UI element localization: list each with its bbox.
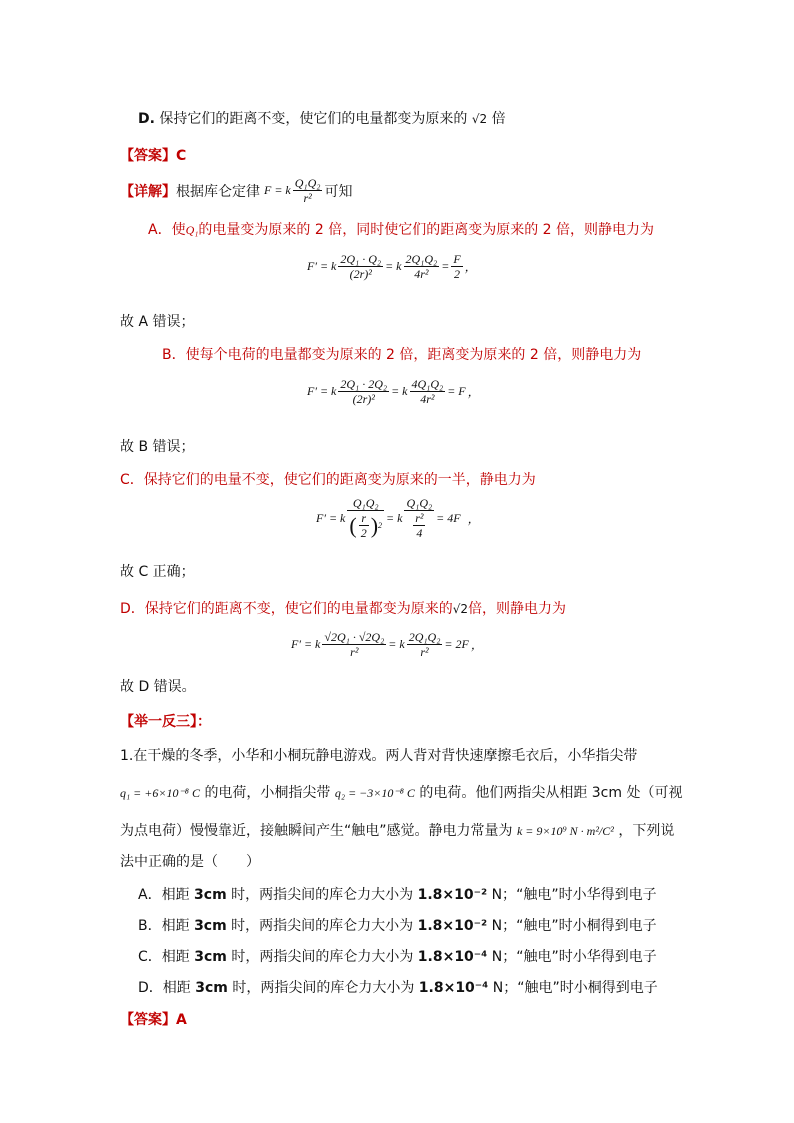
eq-a-den3: 2 xyxy=(453,267,460,281)
choice-force: 1.8×10⁻² xyxy=(417,918,488,934)
eq-c-den1-top: r xyxy=(361,511,367,525)
answer-value: C xyxy=(176,148,187,164)
case-b-verdict: 故 B 错误； xyxy=(120,439,195,455)
eq-b-num1: 2Q₁ · 2Q₂ xyxy=(340,377,388,391)
eq-c-frac2 xyxy=(404,496,434,540)
case-d-label-post: 倍，则静电力为 xyxy=(468,601,567,617)
case-d-label-pre: D．保持它们的距离不变，使它们的电量都变为原来的 xyxy=(120,601,453,617)
question-line-3 xyxy=(120,820,674,840)
coulomb-fraction xyxy=(293,176,323,205)
choice-letter: C． xyxy=(138,949,162,965)
eq-b-frac1 xyxy=(338,377,389,406)
coulomb-den: r² xyxy=(303,191,312,205)
answer-line-2 xyxy=(120,1009,187,1029)
choice-tail: “触电”时小华得到电子 xyxy=(516,949,657,965)
square-exponent: 2 xyxy=(378,520,383,530)
sqrt-two: √2 xyxy=(452,602,469,616)
case-d-equation xyxy=(290,630,484,659)
detail-line xyxy=(120,176,352,205)
question-line-3-tail: ，下列说 xyxy=(618,823,675,839)
case-c-line: C．保持它们的电量不变，使它们的距离变为原来的一半，静电力为 xyxy=(120,472,536,488)
choice-force: 1.8×10⁻⁴ xyxy=(418,980,489,996)
choice-pre: 相距 xyxy=(161,918,195,934)
eq-c-lhs: F′ = k xyxy=(316,510,346,525)
sqrt-two: √2 xyxy=(471,112,488,126)
eq-b-num2: 4Q₁Q₂ xyxy=(411,377,444,391)
eq-a-den1: (2r)² xyxy=(349,267,372,281)
choice-mid: 时，两指尖间的库仑力大小为 xyxy=(226,887,418,903)
answer-label: 【答案】 xyxy=(120,148,176,164)
choice-tail: “触电”时小桐得到电子 xyxy=(516,918,657,934)
choice-b[interactable] xyxy=(138,915,657,935)
answer-value: A xyxy=(176,1012,187,1028)
eq-b-lhs: F′ = k xyxy=(307,384,337,398)
choice-distance: 3cm xyxy=(194,949,227,965)
case-d-line xyxy=(120,598,566,618)
choice-unit: N； xyxy=(488,980,518,996)
case-b-line: B．使每个电荷的电量都变为原来的 2 倍，距离变为原来的 2 倍，则静电力为 xyxy=(162,347,642,363)
case-a-verdict: 故 A 错误； xyxy=(120,314,195,330)
question-line-3-pre: 为点电荷）慢慢靠近，接触瞬间产生“触电”感觉。静电力常量为 xyxy=(120,823,513,839)
eq-c-den1-frac xyxy=(359,511,369,540)
eq-d-den2: r² xyxy=(420,645,429,659)
choice-pre: 相距 xyxy=(162,980,196,996)
eq-c-end: ， xyxy=(467,511,480,526)
choice-mid: 时，两指尖间的库仑力大小为 xyxy=(226,918,418,934)
question-line-2-mid: 的电荷，小桐指尖带 xyxy=(204,785,331,801)
eq-a-frac3 xyxy=(451,252,462,281)
eq-a-num3: F xyxy=(453,252,461,266)
eq-b-den2: 4r² xyxy=(420,392,435,406)
option-d-line xyxy=(138,108,506,128)
eq-d-den1: r² xyxy=(350,645,359,659)
option-d-text: 保持它们的距离不变，使它们的电量都变为原来的 xyxy=(159,111,468,127)
choice-c[interactable] xyxy=(138,946,657,966)
choice-mid: 时，两指尖间的库仑力大小为 xyxy=(227,980,419,996)
choice-force: 1.8×10⁻⁴ xyxy=(417,949,488,965)
eq-a-frac1 xyxy=(338,252,383,281)
eq-d-end: ， xyxy=(470,638,483,652)
case-c-equation xyxy=(315,496,481,540)
case-a-line xyxy=(148,219,654,239)
choice-distance: 3cm xyxy=(194,918,227,934)
charge-q1: q₁ = +6×10⁻⁸ C xyxy=(120,786,200,800)
choice-unit: N； xyxy=(487,887,517,903)
detail-label: 【详解】 xyxy=(120,183,176,200)
eq-c-den1 xyxy=(347,511,384,540)
coulomb-constant: k = 9×10⁹ N · m²/C² xyxy=(516,824,614,838)
eq-a-eq: = xyxy=(441,259,450,273)
choice-distance: 3cm xyxy=(195,980,228,996)
choice-letter: D． xyxy=(138,980,163,996)
eq-b-end: ， xyxy=(467,385,480,399)
choice-distance: 3cm xyxy=(194,887,227,903)
question-line-2 xyxy=(120,782,682,802)
choice-unit: N； xyxy=(487,918,517,934)
eq-b-frac2 xyxy=(410,377,446,406)
eq-a-end: ， xyxy=(464,260,477,274)
detail-text-after: 可知 xyxy=(324,183,353,200)
charge-q2: q₂ = −3×10⁻⁸ C xyxy=(334,786,415,800)
case-b-equation xyxy=(306,377,481,406)
detail-text-before: 根据库仑定律 xyxy=(176,183,260,200)
question-line-4: 法中正确的是（ ） xyxy=(120,854,260,870)
eq-c-den2 xyxy=(409,511,429,540)
eq-d-lhs: F′ = k xyxy=(291,637,321,651)
eq-b-mid: = k xyxy=(391,384,408,398)
eq-c-tail: = 4F xyxy=(436,510,461,525)
eq-a-frac2 xyxy=(404,252,440,281)
eq-d-frac1 xyxy=(322,630,386,659)
eq-b-tail: = F xyxy=(447,384,466,398)
paren-left: ( xyxy=(349,512,357,538)
choice-unit: N； xyxy=(487,949,517,965)
eq-c-den2-frac xyxy=(413,511,425,540)
eq-c-den2-bot: 4 xyxy=(416,526,423,540)
choice-force: 1.8×10⁻² xyxy=(417,887,488,903)
answer-line-1 xyxy=(120,145,186,165)
eq-c-num2: Q₁Q₂ xyxy=(406,496,433,510)
case-a-label: A．使 xyxy=(148,222,186,238)
paren-right: ) xyxy=(370,512,379,538)
option-d-letter: D. xyxy=(138,111,155,127)
eq-a-den2: 4r² xyxy=(414,267,429,281)
choice-tail: “触电”时小华得到电子 xyxy=(516,887,657,903)
eq-c-num1: Q₁Q₂ xyxy=(352,496,379,510)
choice-pre: 相距 xyxy=(161,887,195,903)
eq-a-mid: = k xyxy=(385,259,402,273)
case-a-equation xyxy=(306,252,478,281)
question-line-1: 1.在干燥的冬季，小华和小桐玩静电游戏。两人背对背快速摩擦毛衣后，小华指尖带 xyxy=(120,748,638,764)
choice-letter: A． xyxy=(138,887,162,903)
eq-d-frac2 xyxy=(407,630,443,659)
case-c-verdict: 故 C 正确； xyxy=(120,564,195,580)
coulomb-num: Q₁Q₂ xyxy=(294,176,321,190)
eq-c-den1-bot: 2 xyxy=(360,526,367,540)
question-line-2-tail: 的电荷。他们两指尖从相距 3cm 处（可视 xyxy=(419,785,683,801)
eq-b-den1: (2r)² xyxy=(352,392,375,406)
eq-d-num1: √2Q₁ · √2Q₂ xyxy=(324,630,385,644)
case-a-q: Q₁ xyxy=(185,223,199,237)
eq-a-num2: 2Q₁Q₂ xyxy=(405,252,438,266)
choice-pre: 相距 xyxy=(161,949,195,965)
eq-a-lhs: F′ = k xyxy=(307,259,337,273)
choice-tail: “触电”时小桐得到电子 xyxy=(517,980,658,996)
choice-letter: B． xyxy=(138,918,162,934)
choice-mid: 时，两指尖间的库仑力大小为 xyxy=(226,949,418,965)
choice-d[interactable] xyxy=(138,977,658,997)
case-d-verdict: 故 D 错误。 xyxy=(120,679,196,695)
eq-c-frac1 xyxy=(347,496,384,540)
eq-d-tail: = 2F xyxy=(444,637,469,651)
eq-a-num1: 2Q₁ · Q₂ xyxy=(340,252,382,266)
eq-c-mid: = k xyxy=(386,510,403,525)
option-d-tail: 倍 xyxy=(491,111,506,127)
case-a-text: 的电量变为原来的 2 倍，同时使它们的距离变为原来的 2 倍，则静电力为 xyxy=(198,222,655,238)
answer-label: 【答案】 xyxy=(120,1012,176,1028)
choice-a[interactable] xyxy=(138,884,657,904)
section-heading: 【举一反三】： xyxy=(120,714,211,730)
eq-c-den2-top: r² xyxy=(415,511,424,525)
coulomb-lhs: F = k xyxy=(264,183,291,197)
eq-d-num2: 2Q₁Q₂ xyxy=(408,630,441,644)
eq-d-mid: = k xyxy=(388,637,405,651)
